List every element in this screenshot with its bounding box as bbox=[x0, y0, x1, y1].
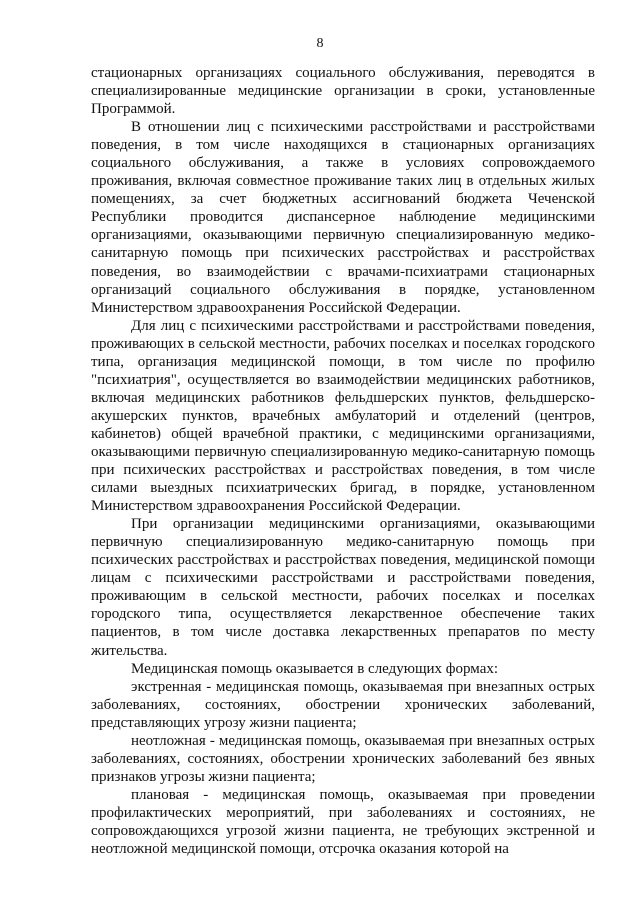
paragraph-care-forms-intro: Медицинская помощь оказывается в следующих формах: bbox=[131, 660, 499, 677]
paragraph-urgent-form: неотложная - медицинская помощь, оказываемая при внезапных острых заболеваниях, состояниях, обострении хронических заболеваний без явных признаков угрозы жизни пациента; bbox=[91, 732, 595, 785]
body-text bbox=[91, 64, 595, 858]
paragraph-continuation: стационарных организациях социального обслуживания, переводятся в специализированные медицинские организации в сроки, установленные Программой. bbox=[91, 65, 595, 118]
paragraph-drug-supply: При организации медицинскими организациями, оказывающими первичную специализированную медико-санитарную помощь при психических расстройствах и расстройствах поведения, медицинской помощи лицам с психическими расстройствами и расстройствами поведения, проживающим в сельской местности, рабочих поселках и поселках городского типа, осуществляется лекарственное обеспечение таких пациентов, в том числе доставка лекарственных препаратов по месту жительства. bbox=[91, 516, 595, 659]
paragraph-rural-care: Для лиц с психическими расстройствами и расстройствами поведения, проживающих в сельской местности, рабочих поселках и поселках городского типа, организация медицинской помощи, в том числе по профилю "психиатрия", осуществляется во взаимодействии медицинских работников, включая медицинских работников фельдшерских пунктов, фельдшерско-акушерских пунктов, врачебных амбулаторий и отделений (центров, кабинетов) общей врачебной практики, с медицинскими организациями, оказывающими первичную специализированную медико-санитарную помощь при психических расстройствах и расстройствах поведения, в том числе силами выездных психиатрических бригад, в порядке, установленном Министерством здравоохранения Российской Федерации. bbox=[91, 317, 595, 515]
paragraph-emergency-form: экстренная - медицинская помощь, оказываемая при внезапных острых заболеваниях, состояниях, обострении хронических заболеваний, представляющих угрозу жизни пациента; bbox=[91, 678, 595, 731]
paragraph-planned-form: плановая - медицинская помощь, оказываемая при проведении профилактических мероприятий, при заболеваниях и состояниях, не сопровождающихся угрозой жизни пациента, не требующих экстренной и неотложной медицинской помощи, отсрочка оказания которой на bbox=[91, 786, 595, 858]
page-number: 8 bbox=[316, 36, 324, 51]
paragraph-dispensary-observation: В отношении лиц с психическими расстройствами и расстройствами поведения, в том числе находящихся в стационарных организациях социального обслуживания, а также в условиях сопровождаемого проживания, включая совместное проживание таких лиц в отдельных жилых помещениях, за счет бюджетных ассигнований бюджета Чеченской Республики проводится диспансерное наблюдение медицинскими организациями, оказывающими первичную специализированную медико-санитарную помощь при психических расстройствах и расстройствах поведения, во взаимодействии с врачами-психиатрами стационарных организаций социального обслуживания в порядке, установленном Министерством здравоохранения Российской Федерации. bbox=[91, 119, 595, 316]
